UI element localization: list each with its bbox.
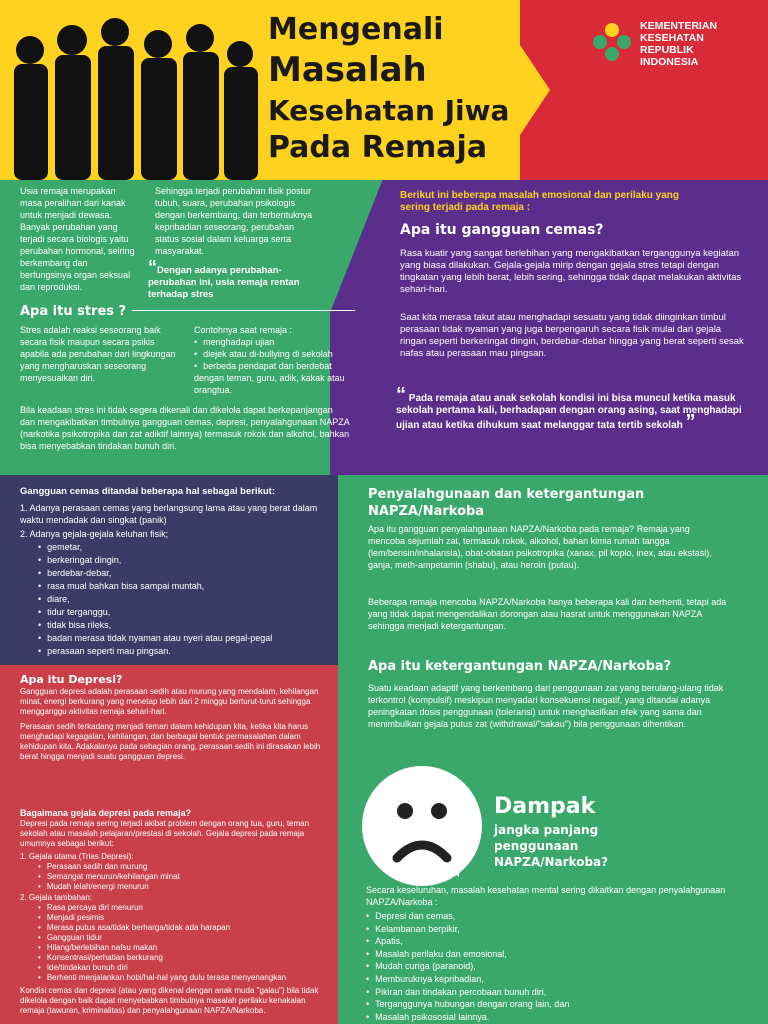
depresi-tambahan-list: • Rasa percaya diri menurun • Menjadi pesimis • Merasa putus asa/tidak berharga/tidak ada harapan • Gangguan tidur • Hilang/berlebihan nafsu makan • Konsentrasi/perhatian berkurang • Ide/tindakan bunuh diri • Berhenti menjalankan hobi/hal-hal yang dulu terasa menyenangkan xyxy=(38,903,333,983)
depresi-p4: Kondisi cemas dan depresi (atau yang dikenal dengan anak muda "galau") bila tidak dikelola dengan baik dapat menyebabkan timbulnya masalah perilaku kenakalan remaja (tawuran, kriminalitas) dan penyalahgunaan NAPZA/Narkoba. xyxy=(20,986,319,1015)
dampak-intro: Secara keseluruhan, masalah kesehatan mental sering dikaitkan dengan penyalahgunaan NAPZA/Narkoba : xyxy=(366,885,726,907)
kemenkes-logo-icon xyxy=(590,20,634,64)
depresi-tambahan: 2. Gejala tambahan: xyxy=(20,893,93,902)
gejala-list: • gemetar, • berkeringat dingin, • berdebar-debar, • rasa mual bahkan bisa sampai muntah, • diare, • tidur terganggu, • tidak bisa rileks, • badan merasa tidak nyaman atau nyeri atau pegal-pegal • perasaan seperti mau pingsan. xyxy=(38,541,328,658)
napza-p2: Beberapa remaja mencoba NAPZA/Narkoba hanya beberapa kali dan berhenti, tetapi ada yang tidak dapat mengendalikan dorongan atau hasrat untuk menggunakan NAPZA sehingga menjadi ketergantungan. xyxy=(368,597,727,631)
ministry-name: KEMENTERIAN KESEHATAN REPUBLIK INDONESIA xyxy=(640,20,718,68)
napza-p1: Apa itu gangguan penyalahgunaan NAPZA/Narkoba pada remaja? Remaja yang mencoba sejumlah zat, termasuk rokok, alkohol, bahan kimia rumah tangga (lem/bensin/inhalansia), obat-obatan psikotropika (xanax, pil koplo, inex, atau ekstasi), ganja, meth-ampetamin (shabu), atau heroin (putau). xyxy=(368,524,712,570)
header-banner xyxy=(0,0,768,180)
dampak-subtitle: jangka panjang penggunaan NAPZA/Narkoba? xyxy=(494,823,609,869)
napza-heading2: Apa itu ketergantungan NAPZA/Narkoba? xyxy=(368,659,672,674)
gejala-heading: Gangguan cemas ditandai beberapa hal sebagai berikut: xyxy=(20,486,275,497)
intro-quote: “Dengan adanya perubahan-perubahan ini, usia remaja rentan terhadap stres xyxy=(148,257,300,300)
gejala-item1: 1. Adanya perasaan cemas yang berlangsung lama atau yang berat dalam waktu mendadak dan singkat (panik) xyxy=(20,503,318,525)
stres-definition: Stres adalah reaksi seseorang baik secara fisik maupun secara psikis apabila ada perubahan dari lingkungan yang mengharuskan seseorang menyesuaikan diri. xyxy=(20,325,176,383)
depresi-p3: Depresi pada remaja sering terjadi akibat problem dengan orang tua, guru, teman sekolah atau masalah pelajaran/prestasi di sekolah. Gejala depresi pada remaja umumnya sebagai berikut: xyxy=(20,819,310,848)
silhouettes-illustration xyxy=(0,10,265,180)
stres-examples: Contohnya saat remaja : • menghadapi ujian • diejek atau di-bullying di sekolah • berbeda pendapat dan berdebat dengan teman, guru, adik, kakak atau orangtua. xyxy=(194,324,364,396)
stres-heading: Apa itu stres ? xyxy=(20,304,132,319)
depresi-utama: 1. Gejala utama (Trias Depresi): xyxy=(20,852,134,861)
depresi-utama-list: • Perasaan sedih dan murung • Semangat menurun/kehilangan minat • Mudah lelah/energi menurun xyxy=(38,862,328,892)
title-line-4: Pada Remaja xyxy=(268,130,488,165)
title-line-1: Mengenali xyxy=(268,12,444,47)
cemas-heading: Apa itu gangguan cemas? xyxy=(400,222,604,238)
cemas-intro: Berikut ini beberapa masalah emosional dan perilaku yang sering terjadi pada remaja : xyxy=(400,190,679,213)
dampak-list: • Depresi dan cemas, • Kelambanan berpikir, • Apatis, • Masalah perilaku dan emosional, • Mudah curiga (paranoid), • Memburuknya kepribadian, • Pikiran dan tindakan percobaan bunuh diri, • Terganggunya hubungan dengan orang lain, dan • Masalah psikososial lainnya. xyxy=(366,910,746,1023)
header-arrow xyxy=(490,0,550,180)
intro-col2: Sehingga terjadi perubahan fisik postur tubuh, suara, perubahan psikologis dengan berkembang, dan terbentuknya kepribadian seseorang, perubahan status sosial dalam keluarga serta masyarakat. xyxy=(155,186,313,256)
depresi-p1: Gangguan depresi adalah perasaan sedih atau murung yang mendalam, kehilangan minat, energi berkurang yang menetap lebih dari 2 minggu berturut-turut sehingga mengganggu aktivitas remaja sehari-hari. xyxy=(20,687,319,716)
napza-p3: Suatu keadaan adaptif yang berkembang dari penggunaan zat yang berulang-ulang tidak terkontrol (kompulsif) meskipun menyadari konsekuensi negatif, yang ditandai adanya peningkatan dosis penggunaan (toleransi) untuk menghasilkan efek yang sama dan menimbulkan gejala putus zat (withdrawal/"sakau") bila penggunaan dihentikan. xyxy=(368,683,724,729)
stres-warning: Bila keadaan stres ini tidak segera dikenali dan dikelola dapat berkepanjangan dan mengakibatkan timbulnya gangguan cemas, depresi, penyalahgunaan NAPZA (narkotika psikotropika dan zat adiktif lainnya) termasuk rokok dan alkohol, bahkan bisa menyebabkan tindakan bunuh diri. xyxy=(20,405,350,451)
depresi-heading: Apa itu Depresi? xyxy=(20,673,123,686)
napza-heading: Penyalahgunaan dan ketergantungan NAPZA/Narkoba xyxy=(368,487,645,519)
cemas-p2: Saat kita merasa takut atau menghadapi sesuatu yang tidak diinginkan timbul perasaan tidak nyaman yang juga berpengaruh secara fisik mulai dari gejala ringan seperti berkeringat dingin, berdebar-debar hingga yang berat seperti sesak nafas atau perasaan mau pingsan. xyxy=(400,312,744,359)
cemas-p1: Rasa kuatir yang sangat berlebihan yang mengakibatkan terganggunya kegiatan yang biasa dilakukan. Gejala-gejala mirip dengan gejala stres tetapi dengan tingkatan yang lebih berat, lebih sering, sehingga tidak dapat melakukan aktivitas sehari-hari. xyxy=(400,248,742,295)
title-line-3: Kesehatan Jiwa xyxy=(268,94,510,127)
depresi-p2: Perasaan sedih terkadang menjadi teman dalam kehidupan kita, ketika kita harus menghadapi kegagalan, kehilangan, dan berbagai bentuk permasalahan dalam kehidupan kita. Adakalanya pada sebagian orang, perasaan sedih ini dirasakan lebih berat hingga menjadi suatu gangguan depresi. xyxy=(20,722,321,761)
cemas-quote: “ Pada remaja atau anak sekolah kondisi ini bisa muncul ketika masuk sekolah pertama kali, berhadapan dengan orang asing, saat menghadapi ujian atau ketika dihukum saat melanggar tata tertib sekolah ” xyxy=(396,384,742,433)
intro-col1: Usia remaja merupakan masa peralihan dari kanak untuk menjadi dewasa. Banyak perubahan yang terjadi secara biologis yaitu perubahan hormonal, seiring berkembang dan berfungsinya organ seksual dan reproduksi. xyxy=(20,186,135,292)
title-line-2: Masalah xyxy=(268,50,427,90)
sad-face-icon xyxy=(362,766,482,886)
gejala-item2: 2. Adanya gejala-gejala keluhan fisik; xyxy=(20,529,169,539)
depresi-subheading: Bagaimana gejala depresi pada remaja? xyxy=(20,808,192,818)
dampak-title: Dampak xyxy=(494,794,596,819)
